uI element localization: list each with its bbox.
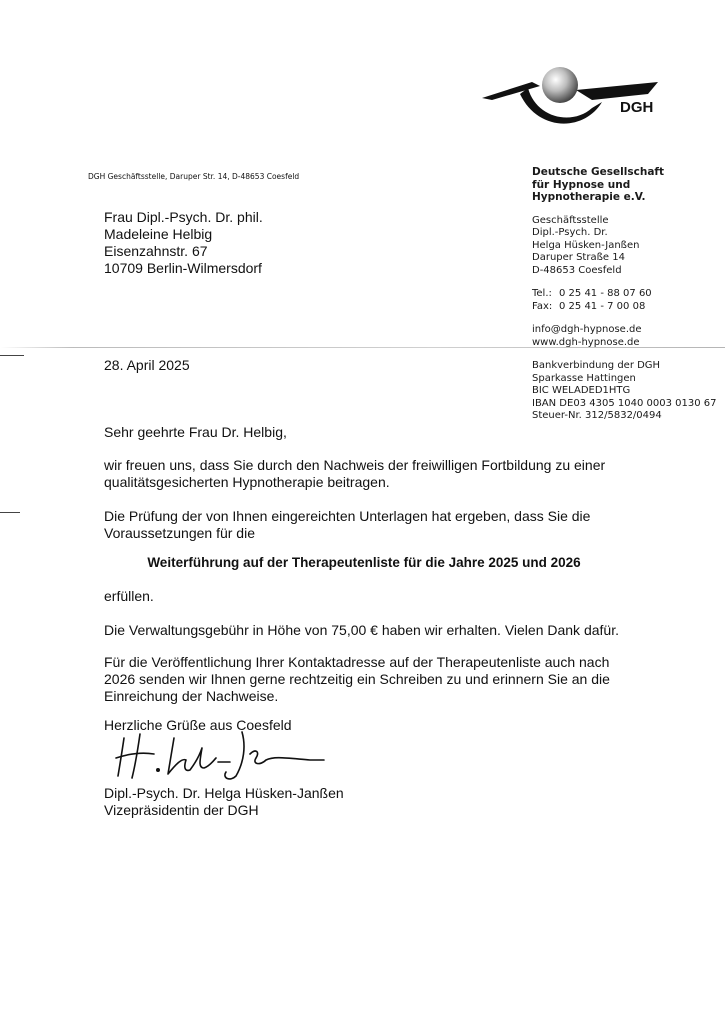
phone-label: Tel.: bbox=[532, 288, 552, 299]
bank-line: Sparkasse Hattingen bbox=[532, 372, 636, 384]
dgh-logo bbox=[480, 60, 660, 140]
office-line: D-48653 Coesfeld bbox=[532, 264, 622, 276]
recipient-line: Eisenzahnstr. 67 bbox=[104, 243, 208, 259]
paragraph-fee: Die Verwaltungsgebühr in Höhe von 75,00 € haben wir erhalten. Vielen Dank dafür. bbox=[104, 622, 619, 638]
org-name-line: für Hypnose und bbox=[532, 178, 631, 191]
signer-name: Dipl.-Psych. Dr. Helga Hüsken-Janßen bbox=[104, 785, 344, 801]
org-name-line: Hypnotherapie e.V. bbox=[532, 191, 646, 203]
handwritten-signature bbox=[110, 718, 330, 788]
paragraph-publication: Für die Veröffentlichung Ihrer Kontaktadresse auf der Therapeutenliste auch nach 2026 senden wir Ihnen gerne rechtzeitig ein Schreiben zu und erinnern Sie an die Einreichung der Nachweise. bbox=[104, 654, 610, 704]
salutation: Sehr geehrte Frau Dr. Helbig, bbox=[104, 424, 287, 440]
website-address: www.dgh-hypnose.de bbox=[532, 336, 640, 348]
bank-line: Bankverbindung der DGH bbox=[532, 360, 661, 371]
email-address: info@dgh-hypnose.de bbox=[532, 324, 642, 335]
recipient-line: Frau Dipl.-Psych. Dr. phil. bbox=[104, 209, 263, 225]
office-line: Helga Hüsken-Janßen bbox=[532, 239, 640, 251]
bank-line: IBAN DE03 4305 1040 0003 0130 67 bbox=[532, 397, 717, 409]
recipient-line: 10709 Berlin-Wilmersdorf bbox=[104, 260, 262, 276]
sender-address-line: DGH Geschäftsstelle, Daruper Str. 14, D-48653 Coesfeld bbox=[88, 172, 300, 181]
organisation-info bbox=[532, 166, 716, 423]
letter-headline: Weiterführung auf der Therapeutenliste für die Jahre 2025 und 2026 bbox=[147, 555, 581, 570]
phone-row bbox=[532, 288, 716, 301]
logo-text: DGH bbox=[620, 99, 654, 116]
office-line: Daruper Straße 14 bbox=[532, 252, 625, 263]
margin-mark bbox=[0, 512, 20, 513]
paragraph-fulfil: erfüllen. bbox=[104, 588, 154, 604]
signer-role: Vizepräsidentin der DGH bbox=[104, 802, 259, 818]
org-name-line: Deutsche Gesellschaft bbox=[532, 166, 664, 178]
paragraph-review: Die Prüfung der von Ihnen eingereichten Unterlagen hat ergeben, dass Sie die Voraussetzungen für die bbox=[104, 508, 591, 541]
recipient-line: Madeleine Helbig bbox=[104, 226, 213, 242]
fold-line bbox=[0, 347, 725, 348]
paragraph-intro: wir freuen uns, dass Sie durch den Nachweis der freiwilligen Fortbildung zu einer qualitätsgesicherten Hypnotherapie beitragen. bbox=[104, 457, 606, 490]
fax-number: 0 25 41 - 7 00 08 bbox=[559, 300, 646, 312]
logo-wing-right bbox=[576, 82, 658, 100]
recipient-address bbox=[104, 209, 263, 277]
logo-sphere bbox=[542, 67, 578, 103]
office-line: Geschäftsstelle bbox=[532, 214, 609, 226]
fax-row bbox=[532, 301, 716, 314]
office-line: Dipl.-Psych. Dr. bbox=[532, 227, 608, 238]
letter-date: 28. April 2025 bbox=[104, 357, 190, 373]
phone-number: 0 25 41 - 88 07 60 bbox=[559, 288, 652, 299]
fax-label: Fax: bbox=[532, 300, 553, 312]
margin-mark bbox=[0, 355, 24, 356]
closing-greeting: Herzliche Grüße aus Coesfeld bbox=[104, 717, 292, 733]
bank-line: BIC WELADED1HTG bbox=[532, 385, 631, 396]
bank-line: Steuer-Nr. 312/5832/0494 bbox=[532, 410, 662, 421]
